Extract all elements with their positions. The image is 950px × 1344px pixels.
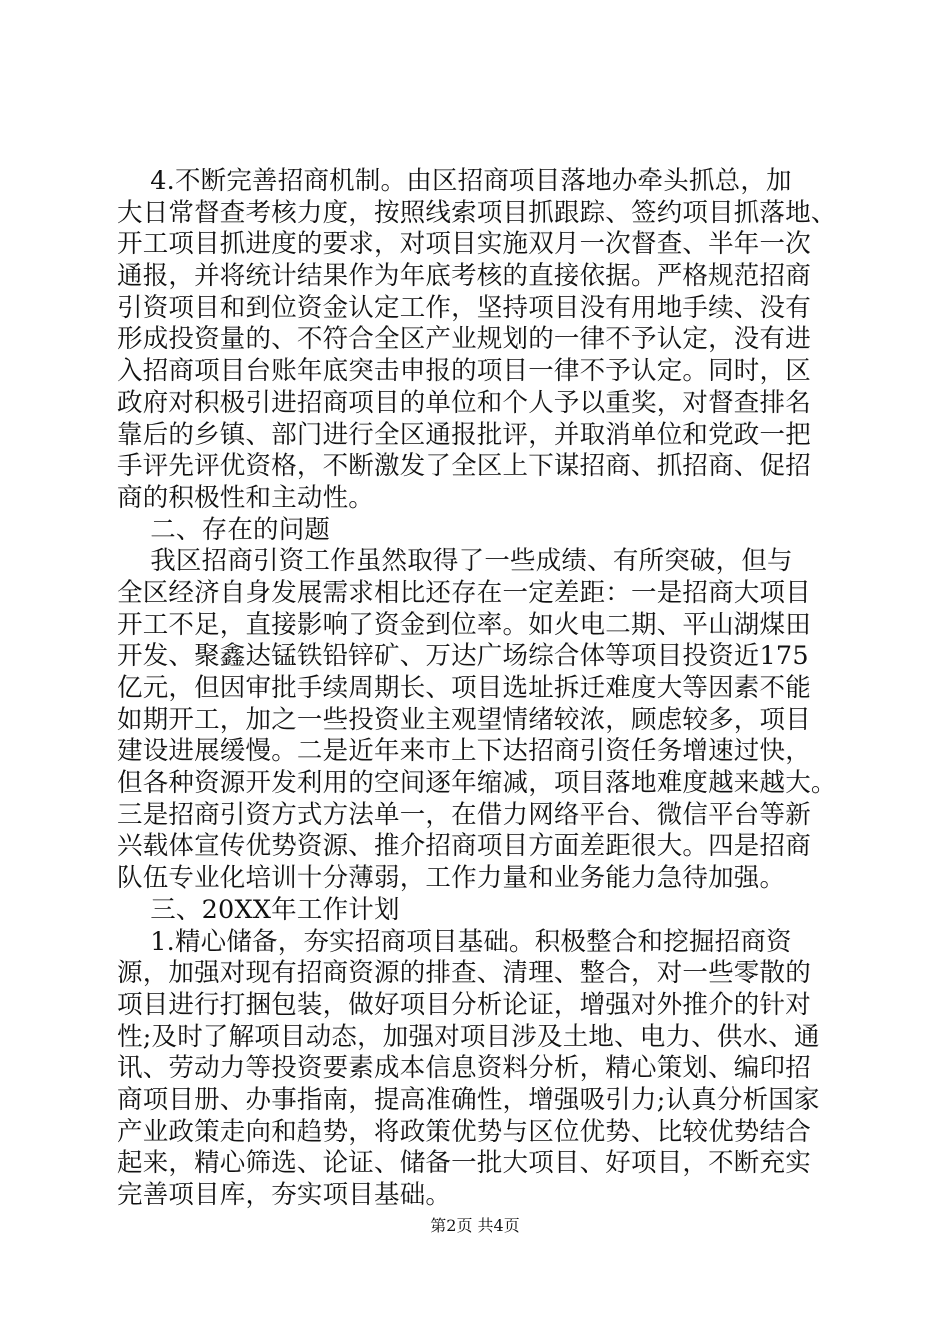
text-line: 讯、劳动力等投资要素成本信息资料分析，精心策划、编印招: [117, 1053, 811, 1084]
text-line: 开工项目抓进度的要求，对项目实施双月一次督查、半年一次: [117, 229, 811, 260]
text-line: 但各种资源开发利用的空间逐年缩减，项目落地难度越来越大。: [117, 768, 837, 799]
text-line: 引资项目和到位资金认定工作，坚持项目没有用地手续、没有: [117, 292, 811, 323]
text-line: 商的积极性和主动性。: [117, 482, 375, 513]
text-line: 商项目册、办事指南，提高准确性，增强吸引力;认真分析国家: [117, 1084, 820, 1115]
text-line: 三是招商引资方式方法单一，在借力网络平台、微信平台等新: [117, 799, 811, 830]
text-line: 开工不足，直接影响了资金到位率。如火电二期、平山湖煤田: [117, 609, 811, 640]
text-line: 形成投资量的、不符合全区产业规划的一律不予认定，没有进: [117, 324, 811, 355]
text-line: 政府对积极引进招商项目的单位和个人予以重奖，对督查排名: [117, 387, 811, 418]
text-line: 三、20XX年工作计划: [117, 894, 400, 925]
text-line: 手评先评优资格，不断激发了全区上下谋招商、抓招商、促招: [117, 451, 811, 482]
text-line: 我区招商引资工作虽然取得了一些成绩、有所突破，但与: [117, 546, 793, 577]
text-line: 队伍专业化培训十分薄弱，工作力量和业务能力急待加强。: [117, 863, 786, 894]
text-line: 完善项目库，夯实项目基础。: [117, 1180, 452, 1210]
text-line: 亿元，但因审批手续周期长、项目选址拆迁难度大等因素不能: [117, 673, 811, 703]
text-line: 项目进行打捆包装，做好项目分析论证，增强对外推介的针对: [117, 989, 811, 1020]
text-line: 性;及时了解项目动态，加强对项目涉及土地、电力、供水、通: [117, 1021, 820, 1052]
text-line: 通报，并将统计结果作为年底考核的直接依据。严格规范招商: [117, 261, 811, 292]
text-line: 如期开工，加之一些投资业主观望情绪较浓，顾虑较多，项目: [117, 704, 811, 735]
text-line: 起来，精心筛选、论证、储备一批大项目、好项目，不断充实: [117, 1148, 811, 1179]
text-line: 入招商项目台账年底突击申报的项目一律不予认定。同时，区: [117, 356, 811, 387]
text-line: 开发、聚鑫达锰铁铅锌矿、万达广场综合体等项目投资近175: [117, 641, 809, 672]
text-line: 大日常督查考核力度，按照线索项目抓跟踪、签约项目抓落地、: [117, 197, 837, 228]
page-footer: 第2页 共4页: [430, 1216, 520, 1235]
text-line: 源，加强对现有招商资源的排查、清理、整合，对一些零散的: [117, 958, 811, 989]
text-line: 建设进展缓慢。二是近年来市上下达招商引资任务增速过快，: [117, 736, 811, 767]
text-line: 1.精心储备，夯实招商项目基础。积极整合和挖掘招商资: [117, 926, 792, 957]
text-line: 兴载体宣传优势资源、推介招商项目方面差距很大。四是招商: [117, 831, 811, 862]
document-body: [117, 166, 837, 1212]
text-line: 4.不断完善招商机制。由区招商项目落地办牵头抓总，加: [117, 166, 792, 196]
text-line: 产业政策走向和趋势，将政策优势与区位优势、比较优势结合: [117, 1116, 811, 1147]
text-line: 靠后的乡镇、部门进行全区通报批评，并取消单位和党政一把: [117, 419, 811, 450]
text-line: 全区经济自身发展需求相比还存在一定差距：一是招商大项目: [117, 577, 811, 608]
text-line: 二、存在的问题: [117, 514, 331, 545]
